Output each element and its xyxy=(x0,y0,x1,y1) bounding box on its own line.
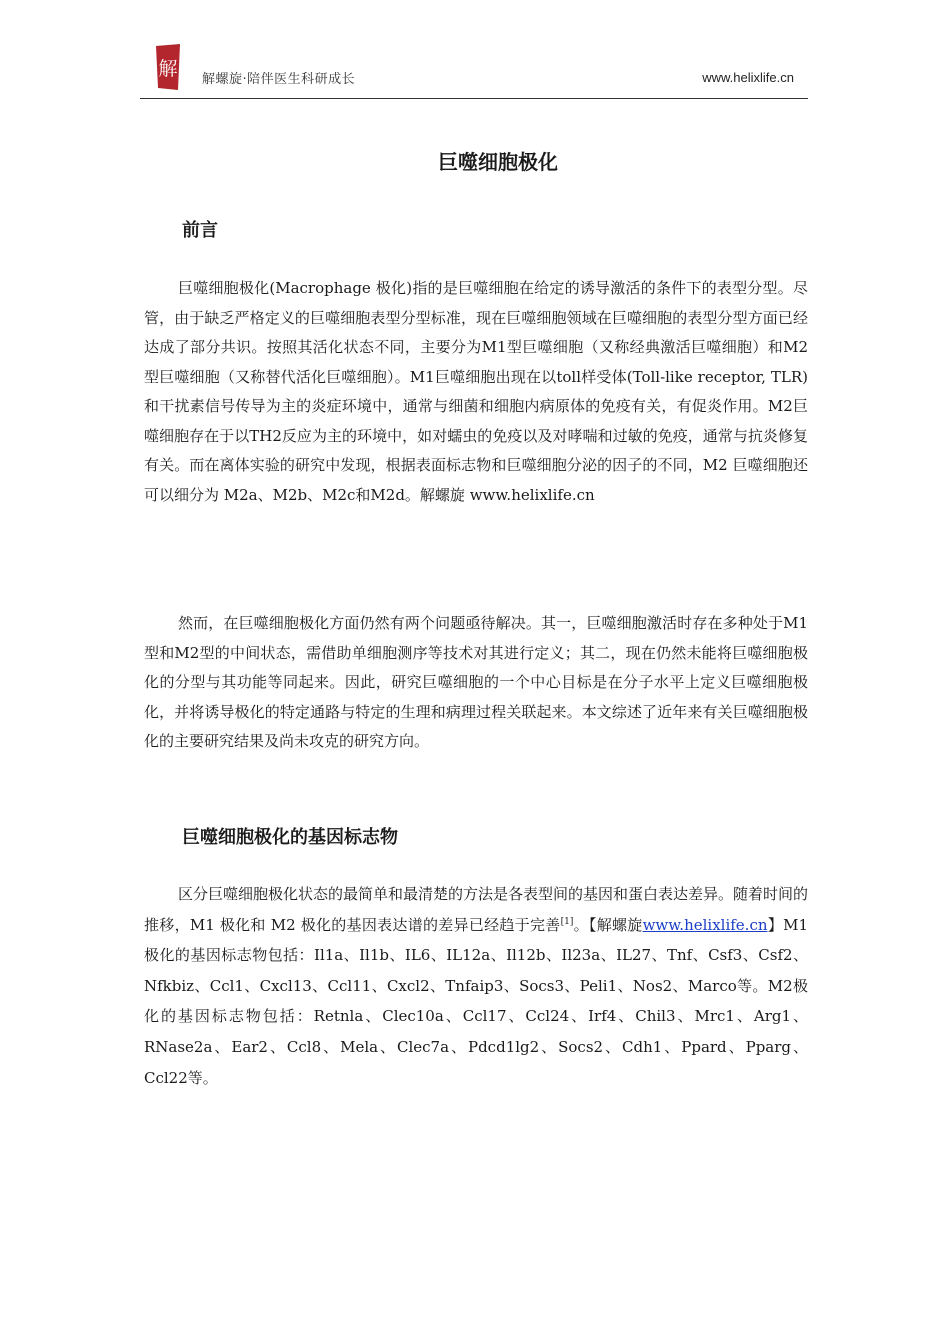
page-header xyxy=(140,36,808,99)
header-slogan: 解螺旋·陪伴医生科研成长 xyxy=(202,72,356,87)
helixlife-link[interactable]: www.helixlife.cn xyxy=(642,915,768,934)
section-heading-preface: 前言 xyxy=(182,220,218,241)
preface-paragraph-2: 然而，在巨噬细胞极化方面仍然有两个问题亟待解决。其一，巨噬细胞激活时存在多种处于M1型和M2型的中间状态，需借助单细胞测序等技术对其进行定义；其二，现在仍然未能将巨噬细胞极化的分型与其功能等同起来。因此，研究巨噬细胞的一个中心目标是在分子水平上定义巨噬细胞极化，并将诱导极化的特定通路与特定的生理和病理过程关联起来。本文综述了近年来有关巨噬细胞极化的主要研究结果及尚未攻克的研究方向。 xyxy=(144,614,808,750)
gene-markers-text-2: 。【解螺旋 xyxy=(573,915,643,934)
header-url: www.helixlife.cn xyxy=(702,70,794,85)
preface-paragraph-1: 巨噬细胞极化(Macrophage 极化)指的是巨噬细胞在给定的诱导激活的条件下的表型分型。尽管，由于缺乏严格定义的巨噬细胞表型分型标准，现在巨噬细胞领域在巨噬细胞的表型分型方面已经达成了部分共识。按照其活化状态不同，主要分为M1型巨噬细胞（又称经典激活巨噬细胞）和M2型巨噬细胞（又称替代活化巨噬细胞）。M1巨噬细胞出现在以toll样受体(Toll-like receptor, TLR)和干扰素信号传导为主的炎症环境中，通常与细菌和细胞内病原体的免疫有关，有促炎作用。M2巨噬细胞存在于以TH2反应为主的环境中，如对蠕虫的免疫以及对哮喘和过敏的免疫，通常与抗炎修复有关。而在离体实验的研究中发现，根据表面标志物和巨噬细胞分泌的因子的不同，M2 巨噬细胞还可以细分为 M2a、M2b、M2c和M2d。解螺旋 www.helixlife.cn xyxy=(144,279,808,504)
document-title: 巨噬细胞极化 xyxy=(438,150,558,174)
citation-ref[interactable]: [1] xyxy=(560,916,574,927)
gene-markers-paragraph xyxy=(144,879,808,1093)
helixlife-logo-icon xyxy=(154,42,182,92)
logo-glyph: 解 xyxy=(158,58,178,80)
section-heading-gene-markers: 巨噬细胞极化的基因标志物 xyxy=(182,827,398,848)
gene-markers-text-1: 区分巨噬细胞极化状态的最简单和最清楚的方法是各表型间的基因和蛋白表达差异。随着时间的推移，M1 极化和 M2 极化的基因表达谱的差异已经趋于完善 xyxy=(144,885,809,934)
gene-markers-text-3: 】M1极化的基因标志物包括：Il1a、Il1b、IL6、IL12a、Il12b、Il23a、IL27、Tnf、Csf3、Csf2、Nfkbiz、Ccl1、Cxcl13、Ccl11、Cxcl2、Tnfaip3、Socs3、Peli1、Nos2、Marco等。M2极化的基因标志物包括：Retnla、Clec10a、Ccl17、Ccl24、Irf4、Chil3、Mrc1、Arg1、RNase2a、Ear2、Ccl8、Mela、Clec7a、Pdcd1lg2、Socs2、Cdh1、Ppard、Pparg、Ccl22等。 xyxy=(144,915,808,1087)
